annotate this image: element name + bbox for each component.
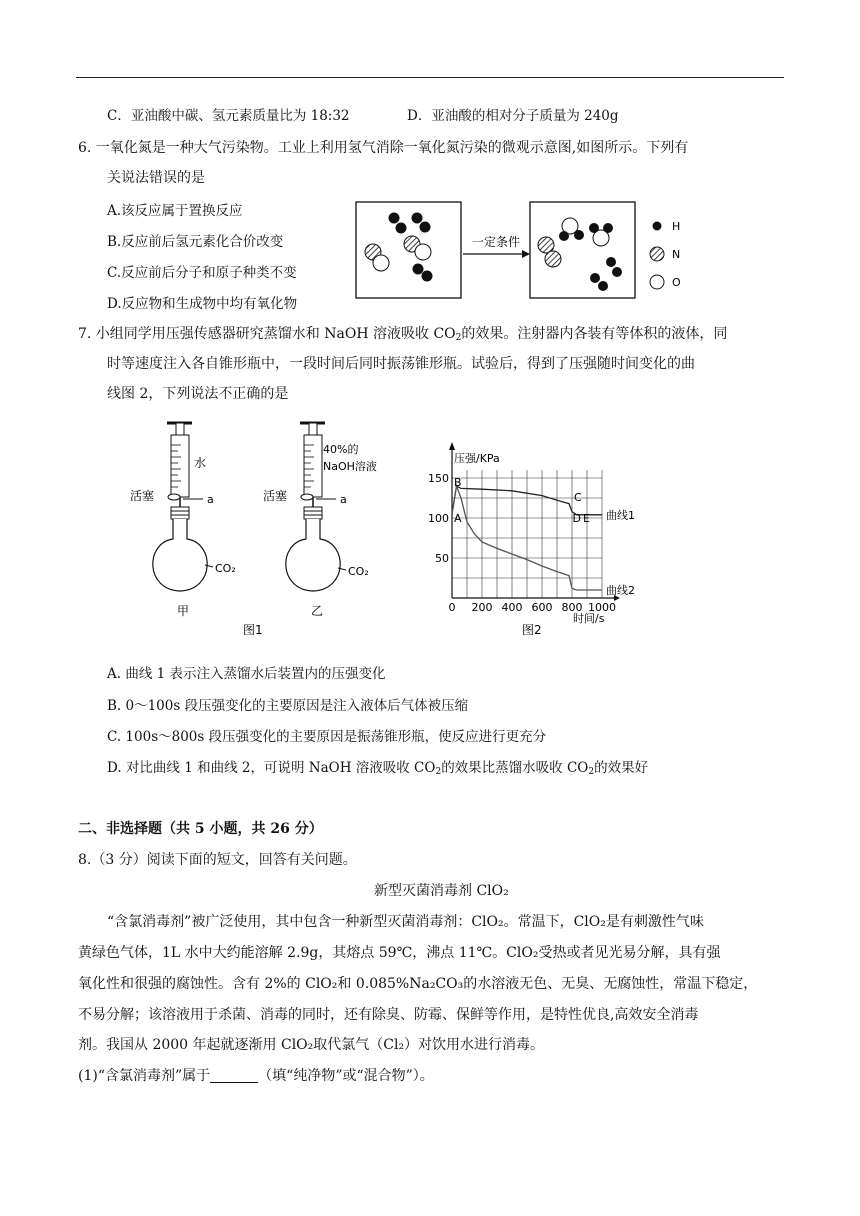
flask-left xyxy=(153,519,207,591)
apparatus-right xyxy=(263,423,377,618)
arrow-label: 一定条件 xyxy=(471,235,521,249)
h2-molecule xyxy=(389,213,407,234)
point-label-b: B xyxy=(454,476,462,489)
q7-option-d-part3: 的效果好 xyxy=(594,760,649,776)
x-axis-title: 时间/s xyxy=(573,612,605,625)
q6-option-c: C.反应前后分子和原子种类不变 xyxy=(107,265,297,281)
x-tick-label: 200 xyxy=(471,601,493,614)
legend-h-swatch xyxy=(653,222,662,231)
right-liquid-label-1: 40%的 xyxy=(323,443,359,456)
q5-option-c: C．亚油酸中碳、氢元素质量比为 18:32 xyxy=(107,108,350,124)
n2-molecule xyxy=(538,237,561,267)
left-caption: 甲 xyxy=(177,604,190,618)
valve-right xyxy=(301,494,313,500)
article-line-2: 黄绿色气体，1L 水中大约能溶解 2.9g，其熔点 59℃，沸点 11℃。ClO₂受热或者见光易分解，具有强 xyxy=(78,945,721,961)
pressure-chart xyxy=(420,436,650,640)
header-rule xyxy=(76,77,784,78)
q6-stem-line1: 6. 一氧化氮是一种大气污染物。工业上利用氢气消除一氧化氮污染的微观示意图,如图所示。下列有 xyxy=(78,140,689,156)
q7-stem-line3: 线图 2，下列说法不正确的是 xyxy=(107,386,289,402)
x-tick-label: 0 xyxy=(448,601,456,614)
valve-right-label: 活塞 xyxy=(263,489,288,503)
port-a-left: a xyxy=(207,493,214,506)
series-label-1: 曲线1 xyxy=(606,508,635,522)
q6-option-d: D.反应物和生成物中均有氧化物 xyxy=(107,296,298,312)
point-label-e: E xyxy=(583,512,590,525)
legend-n-label: N xyxy=(672,248,681,261)
legend xyxy=(650,220,681,289)
q7-option-d-part2: 的效果比蒸馏水吸收 CO xyxy=(441,760,589,776)
apparatus-left xyxy=(130,423,236,618)
h2-molecule xyxy=(413,264,433,282)
point-label-d: D xyxy=(572,512,581,525)
q6-stem-line2: 关说法错误的是 xyxy=(107,170,205,186)
article-line-5: 剂。我国从 2000 年起就逐渐用 ClO₂取代氯气（Cl₂）对饮用水进行消毒。 xyxy=(78,1037,545,1053)
q7-option-c: C. 100s～800s 段压强变化的主要原因是振荡锥形瓶，使反应进行更充分 xyxy=(107,729,547,745)
left-liquid-label: 水 xyxy=(194,456,207,470)
y-tick-label: 50 xyxy=(435,552,449,565)
legend-o-swatch xyxy=(650,275,664,289)
q7-option-b: B. 0～100s 段压强变化的主要原因是注入液体后气体被压缩 xyxy=(107,698,469,714)
reaction-diagram xyxy=(350,196,700,304)
q6-option-a: A.该反应属于置换反应 xyxy=(107,203,243,219)
q7-stem-line1-a: 7. 小组同学用压强传感器研究蒸馏水和 NaOH 溶液吸收 CO xyxy=(78,326,456,342)
series-label-2: 曲线2 xyxy=(606,584,635,597)
y-axis-arrow xyxy=(449,442,455,450)
q8-sub1-text-a: (1)“含氯消毒剂”属于 xyxy=(78,1068,211,1084)
q8-sub1-text-b: （填“纯净物”或“混合物”）。 xyxy=(258,1068,434,1084)
q8-sub1-answer-blank[interactable] xyxy=(210,1068,258,1083)
figure-1-apparatus xyxy=(125,415,425,640)
h2-molecule xyxy=(606,257,622,277)
h2-molecule xyxy=(412,213,431,233)
figure-2-caption: 图2 xyxy=(522,623,542,637)
q7-stem-line1: 7. 小组同学用压强传感器研究蒸馏水和 NaOH 溶液吸收 $CO_2$的效果。注射器内各装有等体积的液体，同 xyxy=(78,326,728,343)
right-caption: 乙 xyxy=(311,604,324,618)
point-label-c: C xyxy=(574,491,582,505)
chart-axes xyxy=(449,442,620,601)
x-tick-label: 400 xyxy=(501,601,523,614)
y-tick-label: 150 xyxy=(428,472,449,485)
y-tick-label: 100 xyxy=(428,512,449,525)
q7-option-d-part1: D. 对比曲线 1 和曲线 2，可说明 NaOH 溶液吸收 CO xyxy=(107,760,436,776)
syringe-right xyxy=(304,435,322,497)
article-line-1: “含氯消毒剂”被广泛使用，其中包含一种新型灭菌消毒剂：ClO₂。常温下，ClO₂是有刺激性气味 xyxy=(107,914,704,930)
valve-left xyxy=(168,494,180,500)
h2o-molecule xyxy=(559,218,584,241)
y-axis-title: 压强/KPa xyxy=(454,452,500,465)
x-tick-label: 800 xyxy=(561,601,583,614)
article-line-4: 不易分解；该溶液用于杀菌、消毒的同时，还有除臭、防霉、保鲜等作用，是特性优良,高效安全消毒 xyxy=(78,1007,699,1023)
figure-1-caption: 图1 xyxy=(243,623,263,637)
legend-o-label: O xyxy=(672,276,681,289)
gas-left-label: CO₂ xyxy=(215,562,236,575)
h2o-molecule xyxy=(589,223,613,246)
syringe-left xyxy=(171,435,189,497)
legend-h-label: H xyxy=(672,220,681,233)
q7-stem-line2: 时等速度注入各自锥形瓶中，一段时间后同时振荡锥形瓶。试验后，得到了压强随时间变化的曲 xyxy=(107,356,695,372)
right-liquid-label-2: NaOH溶液 xyxy=(323,460,377,473)
valve-left-label: 活塞 xyxy=(130,489,155,503)
legend-n-swatch xyxy=(650,247,664,261)
q5-option-d: D．亚油酸的相对分子质量为 240g xyxy=(407,108,619,124)
no-molecule xyxy=(365,244,389,271)
flask-right xyxy=(286,519,340,591)
article-title: 新型灭菌消毒剂 ClO₂ xyxy=(374,883,509,899)
article-line-3: 氧化性和很强的腐蚀性。含有 2%的 ClO₂和 0.085%Na₂CO₃的水溶液无色、无臭、无腐蚀性，常温下稳定， xyxy=(78,976,758,992)
q8-subquestion-1 xyxy=(78,1065,434,1085)
port-a-right: a xyxy=(340,493,347,506)
section-2-heading: 二、非选择题（共 5 小题，共 26 分） xyxy=(78,821,323,837)
q6-option-b: B.反应前后氢元素化合价改变 xyxy=(107,234,284,250)
no-molecule xyxy=(404,236,431,260)
x-tick-label: 1000 xyxy=(588,601,616,614)
point-label-a: A xyxy=(454,512,462,525)
stopper-right xyxy=(304,507,322,519)
q7-option-a: A. 曲线 1 表示注入蒸馏水后装置内的压强变化 xyxy=(107,666,386,682)
x-tick-label: 600 xyxy=(531,601,553,614)
q8-stem: 8.（3 分）阅读下面的短文，回答有关问题。 xyxy=(78,852,357,868)
h2-molecule xyxy=(590,273,608,291)
q7-stem-line1-b: 的效果。注射器内各装有等体积的液体，同 xyxy=(461,326,728,342)
stopper-left xyxy=(171,507,189,519)
gas-right-label: CO₂ xyxy=(348,565,369,578)
q7-option-d: D. 对比曲线 1 和曲线 2，可说明 NaOH 溶液吸收 $CO_2$的效果比蒸馏水吸收 $CO_2$的效果好 xyxy=(107,760,649,777)
